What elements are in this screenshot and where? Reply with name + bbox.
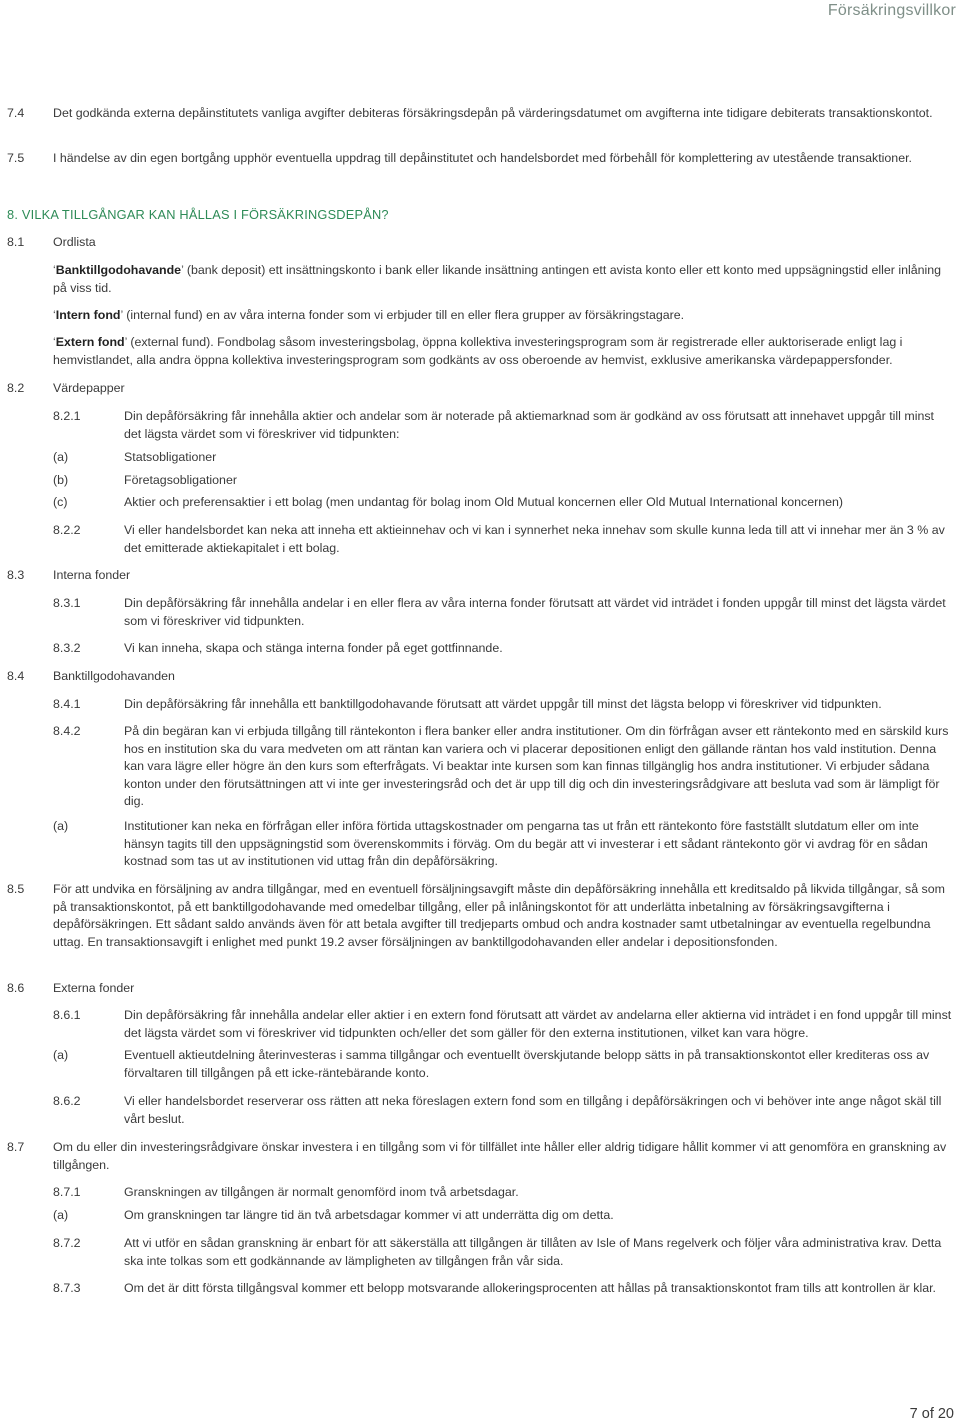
clause-number: 8.2: [7, 381, 25, 395]
definition-text: (bank deposit) ett insättningskonto i bank eller likande insättning antingen ett avista konto eller ett konto med uppsägningstid eller inlåning på viss tid.: [53, 263, 942, 295]
subclause-number: 8.2.1: [53, 409, 81, 423]
list-marker: (a): [53, 450, 69, 464]
subclause-number: 8.7.3: [53, 1281, 81, 1295]
subclause-number: 8.3.1: [53, 596, 81, 610]
clause-number: 8.1: [7, 235, 25, 249]
clause-number: 8.3: [7, 568, 25, 582]
list-text: Institutioner kan neka en förfrågan eller införa förtida uttagskostnader om pengarna tas ut från ett räntekonto före fastställt slutdatum eller om inte hänsyn tagits till den uppsägningstid som överenskommits i förväg. Om du begär att vi investerar i ett sådant räntekonto gör vi avdrag för en sådan kostnad som tas ut av institutionen vid uttag från din depåförsäkring.: [124, 819, 928, 868]
clause-number: 8.6: [7, 981, 25, 995]
list-text: Företagsobligationer: [124, 473, 237, 487]
subclause-number: 8.6.2: [53, 1094, 81, 1108]
definition: ‘Intern fond’ (internal fund) en av våra interna fonder som vi erbjuder till en eller flera grupper av försäkringstagare.: [53, 308, 685, 322]
subclause-number: 8.4.2: [53, 724, 81, 738]
subclause-number: 8.4.1: [53, 697, 81, 711]
definition-text: (external fund). Fondbolag såsom investeringsbolag, öppna kollektiva investeringsprogram som är registrerade eller auktoriserade enligt lag i hemvistlandet, alla andra öppna kollektiva investeringsprogram som godkänts av oss oberoende av hemvist, exklusive amerikanska värdepappersfonder.: [53, 335, 903, 367]
subclause-text: Din depåförsäkring får innehålla andelar i en eller flera av våra interna fonder förutsatt att värdet vid inträdet i fonden uppgår till minst det lägsta värdet som vi föreskriver vid tidpunkten.: [124, 596, 946, 628]
clause-text: För att undvika en försäljning av andra tillgångar, med en eventuell försäljningsavgift måste din depåförsäkring innehålla ett kreditsaldo på likvida tillgångar, så som på transaktionskontot, på ett banktillgodohavande med omedelbar tillgång, eller på inlåningskontot för att underlätta inbetalning av försäkringsavgifterna i depåförsäkringen. Ett sådant saldo används även för att betala avgifter till tredjeparts ombud och andra kostnader samt utbetalningar av eventuella regelbundna uttag. En transaktionsavgift i enlighet med punkt 19.2 avser försäljningen av banktillgodohavanden eller andelar i depositionsfonden.: [53, 882, 945, 949]
list-marker: (a): [53, 819, 69, 833]
subclause-text: Vi eller handelsbordet kan neka att inneha ett aktieinnehav och vi kan i synnerhet neka innehav som skulle kunna leda till att vi innehar mer än 3 % av det emitterade aktiekapitalet i ett bolag.: [124, 523, 945, 555]
subclause-text: På din begäran kan vi erbjuda tillgång till räntekonton i flera banker eller andra institutioner. Om din förfrågan avser ett räntekonto med en särskild kurs hos en institution ska du vara medveten om att räntan kan variera och vi placerar depositionen enligt den gällande räntan hos vald institution. Denna kan vara lägre eller högre än den kurs som efterfrågats. Vi beaktar inte kursen som kan finnas tillgänglig hos andra institutioner. Vi erbjuder sådana konton under den förutsättningen att vi inte ger investeringsråd och det är upp till dig och din investeringsrådgivare att besluta vad som är lämpligt för dig.: [124, 724, 949, 808]
clause-title: Interna fonder: [53, 568, 131, 582]
clause-title: Banktillgodohavanden: [53, 669, 175, 683]
definition: ‘Extern fond’ (external fund). Fondbolag såsom investeringsbolag, öppna kollektiva investeringsprogram som är registrerade eller auktoriserade enligt lag i hemvistlandet, alla andra öppna kollektiva investeringsprogram som godkänts av oss oberoende av hemvist, exklusive amerikanska värdepappersfonder.: [53, 335, 903, 367]
list-text: Eventuell aktieutdelning återinvesteras i samma tillgångar och eventuellt överskjutande belopp sätts in på transaktionskontot eller krediteras oss av förvaltaren till tillgången på ett icke-räntebärande konto.: [124, 1048, 930, 1080]
clause-title: Ordlista: [53, 235, 96, 249]
subclause-text: Vi eller handelsbordet reserverar oss rätten att neka föreslagen extern fond som en tillgång i depåförsäkringen och vi behöver inte ange något skäl till vårt beslut.: [124, 1094, 942, 1126]
subclause-number: 8.6.1: [53, 1008, 81, 1022]
list-text: Aktier och preferensaktier i ett bolag (men undantag för bolag inom Old Mutual koncernen eller Old Mutual International koncernen): [124, 495, 844, 509]
subclause-text: Om det är ditt första tillgångsval kommer ett belopp motsvarande allokeringsprocenten att hållas på transaktionskontot fram tills att kontrollen är klar.: [124, 1281, 936, 1295]
subclause-text: Din depåförsäkring får innehålla aktier och andelar som är noterade på aktiemarknad som är godkänd av oss förutsatt att innehavet uppgår till minst det lägsta värdet som vi föreskriver vid tidpunkten:: [124, 409, 934, 441]
section-heading: 8. VILKA TILLGÅNGAR KAN HÅLLAS I FÖRSÄKRINGSDEPÅN?: [7, 207, 389, 222]
definition-text: (internal fund) en av våra interna fonder som vi erbjuder till en eller flera grupper av försäkringstagare.: [122, 308, 685, 322]
clause-number: 8.7: [7, 1140, 25, 1154]
clause-number: 8.5: [7, 882, 25, 896]
definition-term: Intern fond: [55, 308, 121, 322]
subclause-text: Din depåförsäkring får innehålla ett banktillgodohavande förutsatt att värdet uppgår till minst det lägsta belopp vi föreskriver vid tidpunkten.: [124, 697, 882, 711]
clause-number: 7.4: [7, 106, 25, 120]
clause-title: Värdepapper: [53, 381, 125, 395]
list-text: Om granskningen tar längre tid än två arbetsdagar kommer vi att underrätta dig om detta.: [124, 1208, 614, 1222]
definition: ‘Banktillgodohavande’ (bank deposit) ett insättningskonto i bank eller likande insättning antingen ett avista konto eller ett konto med uppsägningstid eller inlåning på viss tid.: [53, 263, 942, 295]
clause-title: Externa fonder: [53, 981, 135, 995]
list-marker: (b): [53, 473, 69, 487]
list-marker: (a): [53, 1048, 69, 1062]
subclause-text: Att vi utför en sådan granskning är enbart för att säkerställa att tillgången är tillåten av Isle of Mans regelverk och följer våra administrativa krav. Detta ska inte tolkas som ett godkännande av lämpligheten av tillgången från vår sida.: [124, 1236, 942, 1268]
subclause-text: Vi kan inneha, skapa och stänga interna fonder på eget gottfinnande.: [124, 641, 503, 655]
clause-text: I händelse av din egen bortgång upphör eventuella uppdrag till depåinstitutet och handelsbordet med förbehåll för komplettering av utestående transaktioner.: [53, 151, 912, 165]
subclause-number: 8.7.2: [53, 1236, 81, 1250]
definition-term: Extern fond: [55, 335, 125, 349]
subclause-number: 8.3.2: [53, 641, 81, 655]
subclause-number: 8.2.2: [53, 523, 81, 537]
clause-number: 7.5: [7, 151, 25, 165]
subclause-text: Granskningen av tillgången är normalt genomförd inom två arbetsdagar.: [124, 1185, 519, 1199]
list-text: Statsobligationer: [124, 450, 217, 464]
clause-number: 8.4: [7, 669, 25, 683]
definition-term: Banktillgodohavande: [55, 263, 182, 277]
subclause-number: 8.7.1: [53, 1185, 81, 1199]
page-number: 7 of 20: [909, 1406, 954, 1422]
list-marker: (c): [53, 495, 68, 509]
subclause-text: Din depåförsäkring får innehålla andelar eller aktier i en extern fond förutsatt att värdet av andelarna eller aktierna vid inträdet i en fond uppgår till minst det lägsta värdet som vi föreskriver vid tidpunkten och/eller det som gäller för den externa institutionen, vilket kan vara högre.: [124, 1008, 952, 1040]
list-marker: (a): [53, 1208, 69, 1222]
clause-text: Om du eller din investeringsrådgivare önskar investera i en tillgång som vi för tillfället inte håller eller aldrig tidigare hållit kommer vi att genomföra en granskning av tillgången.: [53, 1140, 947, 1172]
clause-text: Det godkända externa depåinstitutets vanliga avgifter debiteras försäkringsdepån på värderingsdatumet om avgifterna inte tidigare debiterats transaktionskontot.: [53, 106, 933, 120]
header-title: Försäkringsvillkor: [827, 2, 956, 19]
